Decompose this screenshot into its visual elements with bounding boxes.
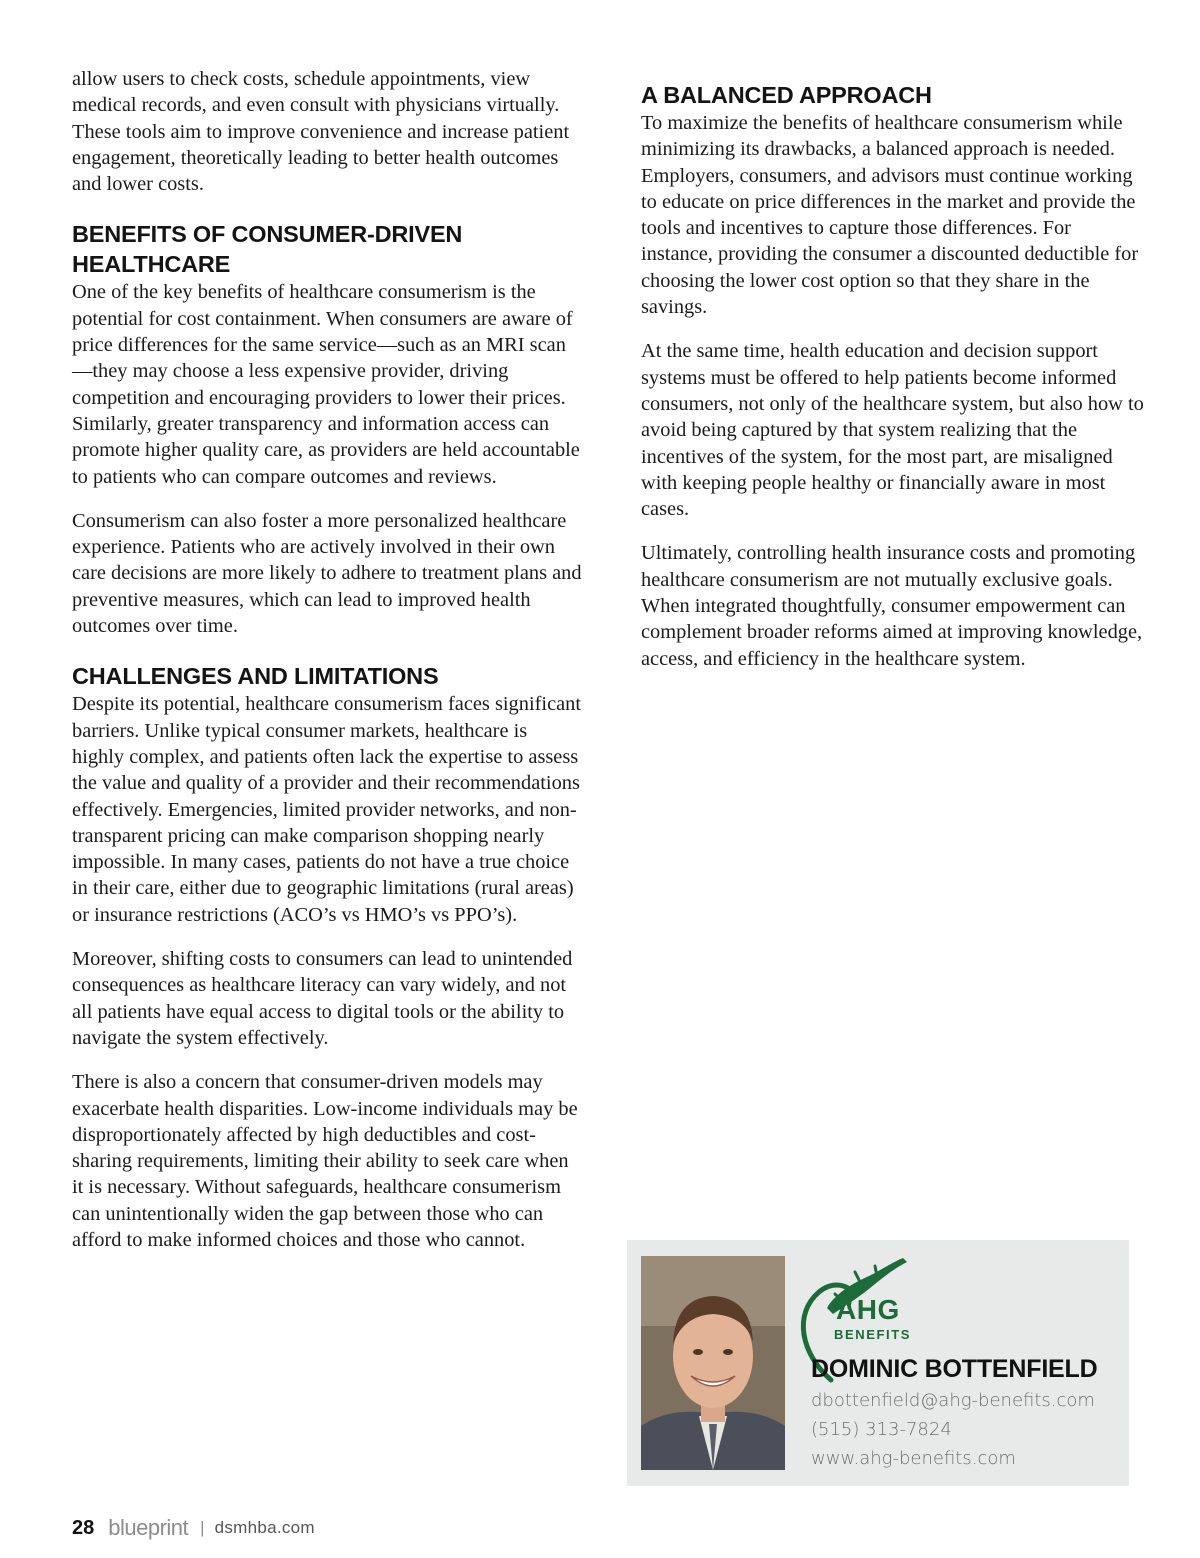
balanced-paragraph-1: To maximize the benefits of healthcare consumerism while minimizing its drawbacks, a balanced approach is needed. Employers, consumers, and advisors must continue working to educate on price differences in the market and provide the tools and incentives to capture those differences. For instance, providing the consumer a discounted deductible for choosing the lower cost option so that they share in the savings. [641, 112, 1139, 319]
contact-name: DOMINIC BOTTENFIELD [811, 1355, 1098, 1383]
publication-brand: blueprint [108, 1515, 189, 1540]
intro-paragraph: allow users to check costs, schedule appointments, view medical records, and even consult with physicians virtually. These tools aim to improve convenience and increase patient engagement, theoretically leading to better health outcomes and lower costs. [72, 68, 570, 196]
logo-text: AHG [836, 1294, 900, 1325]
balanced-paragraph-3: Ultimately, controlling health insurance costs and promoting healthcare consumerism are not mutually exclusive goals. When integrated thoughtfully, consumer empowerment can complement broader reforms aimed at improving knowledge, access, and efficiency in the healthcare system. [641, 542, 1143, 670]
challenges-paragraph-2: Moreover, shifting costs to consumers can lead to unintended consequences as healthcare literacy can vary widely, and not all patients have equal access to digital tools or the ability to navigate the system effectively. [72, 948, 573, 1049]
right-column [641, 80, 1146, 690]
logo-subtext: BENEFITS [834, 1327, 912, 1342]
contact-phone: (515) 313-7824 [811, 1419, 952, 1440]
page-footer [72, 1514, 315, 1542]
challenges-heading: CHALLENGES AND LIMITATIONS [72, 663, 439, 690]
balanced-paragraph-2: At the same time, health education and decision support systems must be offered to help patients become informed consumers, not only of the healthcare system, but also how to avoid being captured by that system realizing that the incentives of the system, for the most part, are misaligned with keeping people healthy or financially aware in most cases. [641, 340, 1144, 521]
contact-website-link[interactable]: www.ahg-benefits.com [811, 1448, 1016, 1469]
challenges-paragraph-3: There is also a concern that consumer-driven models may exacerbate health disparities. Low-income individuals may be disproportionately affected by high deductibles and cost-sharing requirements, limiting their ability to seek care when it is necessary. Without safeguards, healthcare consumerism can unintentionally widen the gap between those who can afford to make informed choices and those who cannot. [72, 1071, 578, 1251]
footer-separator: | [200, 1518, 205, 1537]
balanced-approach-heading: A BALANCED APPROACH [641, 82, 932, 108]
benefits-paragraph-2: Consumerism can also foster a more personalized healthcare experience. Patients who are actively involved in their own care decisions are more likely to adhere to treatment plans and preventive measures, which can lead to improved health outcomes over time. [72, 509, 582, 638]
benefits-paragraph-1: One of the key benefits of healthcare consumerism is the potential for cost containment. When consumers are aware of price differences for the same service—such as an MRI scan—they may choose a less expensive provider, driving competition and encouraging providers to lower their prices. Similarly, greater transparency and information access can promote higher quality care, as providers are held accountable to patients who can compare outcomes and reviews. [72, 281, 580, 488]
page-number: 28 [72, 1516, 95, 1539]
contact-card [627, 1240, 1129, 1486]
headshot-photo [641, 1256, 785, 1470]
publication-site: dsmhba.com [214, 1518, 315, 1537]
contact-email-link[interactable]: dbottenfield@ahg-benefits.com [811, 1390, 1095, 1411]
challenges-paragraph-1: Despite its potential, healthcare consumerism faces significant barriers. Unlike typical consumer markets, healthcare is highly complex, and patients often lack the expertise to assess the value and quality of a provider and their recommendations effectively. Emergencies, limited provider networks, and non-transparent pricing can make comparison shopping nearly impossible. In many cases, patients do not have a true choice in their care, either due to geographic limitations (rural areas) or insurance restrictions (ACO’s vs HMO’s vs PPO’s). [72, 693, 582, 926]
benefits-heading: BENEFITS OF CONSUMER-DRIVEN HEALTHCARE [72, 221, 463, 278]
left-column [72, 66, 582, 1271]
